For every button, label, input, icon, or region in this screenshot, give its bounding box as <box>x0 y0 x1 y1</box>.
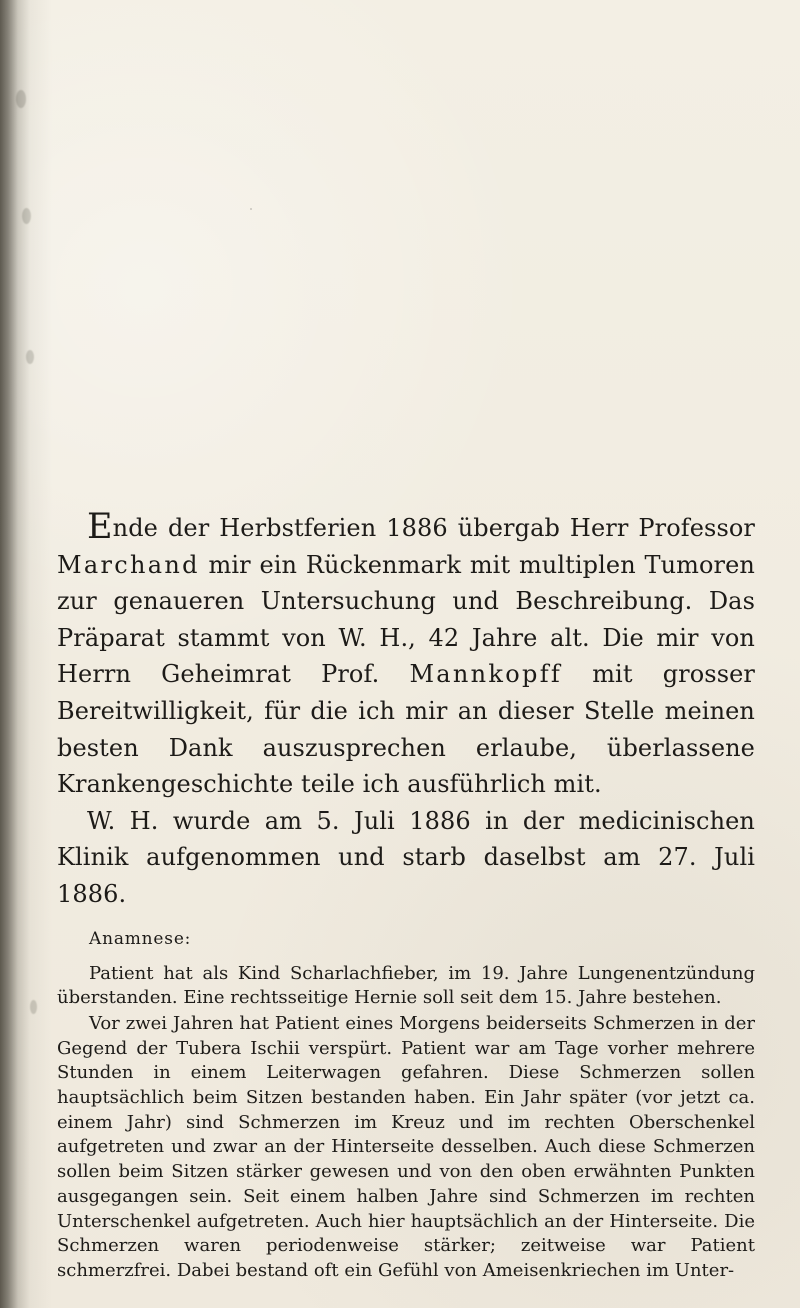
page-speck <box>22 208 31 224</box>
anamnese-heading: Anamnese: <box>89 928 192 949</box>
intro-text-part-2: mir ein Rückenmark mit multiplen Tumoren zur genaueren Untersuchung und Beschreibung. Das Präparat stammt von W. H., 42 Jahre alt. Die mir von Herrn Geheimrat Prof. <box>57 550 755 689</box>
anamnese-paragraph-2 <box>57 1012 755 1284</box>
intro-paragraph <box>57 507 755 803</box>
page-speck <box>30 1000 37 1014</box>
binding-edge-shadow <box>0 0 52 1308</box>
page-speck <box>26 350 34 364</box>
person-name-marchand: Marchand <box>57 550 200 579</box>
intro-text-part-1: nde der Herbstferien 1886 übergab Herr Professor <box>112 514 755 542</box>
anamnese-text-2: Vor zwei Jahren hat Patient eines Morgens beiderseits Schmerzen in der Gegend der Tubera Ischii verspürt. Patient war am Tage vorher mehrere Stunden in einem Leiterwagen gefahren. Diese Schmerzen sollen hauptsächlich beim Sitzen bestanden haben. Ein Jahr später (vor jetzt ca. einem Jahr) sind Schmerzen im Kreuz und im rechten Oberschenkel aufgetreten und zwar an der Hinterseite desselben. Auch diese Schmerzen sollen beim Sitzen stärker gewesen und von den oben erwähnten Punkten ausgegangen sein. Seit einem halben Jahre sind Schmerzen im rechten Unterschenkel aufgetreten. Auch hier hauptsächlich an der Hinterseite. Die Schmerzen waren periodenweise stärker; zeitweise war Patient schmerzfrei. Dabei bestand oft ein Gefühl von Ameisenkriechen im Unter- <box>57 1012 755 1281</box>
person-name-mannkopff: Mannkopff <box>409 660 563 689</box>
intro-text-part-3: mit grosser Bereitwilligkeit, für die ich mir an dieser Stelle meinen besten Dank auszusprechen erlaube, überlassene Krankengeschichte teile ich ausführlich mit. <box>57 660 755 799</box>
admission-text: W. H. wurde am 5. Juli 1886 in der medicinischen Klinik aufgenommen und starb daselbst am 27. Juli 1886. <box>57 806 755 908</box>
admission-paragraph <box>57 803 755 913</box>
page-dot <box>250 208 252 210</box>
anamnese-paragraph-1 <box>57 962 755 1011</box>
page-speck <box>16 90 26 108</box>
anamnese-text-1: Patient hat als Kind Scharlachfieber, im 19. Jahre Lungenentzündung überstanden. Eine rechtsseitige Hernie soll seit dem 15. Jahre bestehen. <box>57 962 755 1009</box>
document-text <box>57 507 755 1284</box>
dropcap-letter: E <box>87 507 113 547</box>
